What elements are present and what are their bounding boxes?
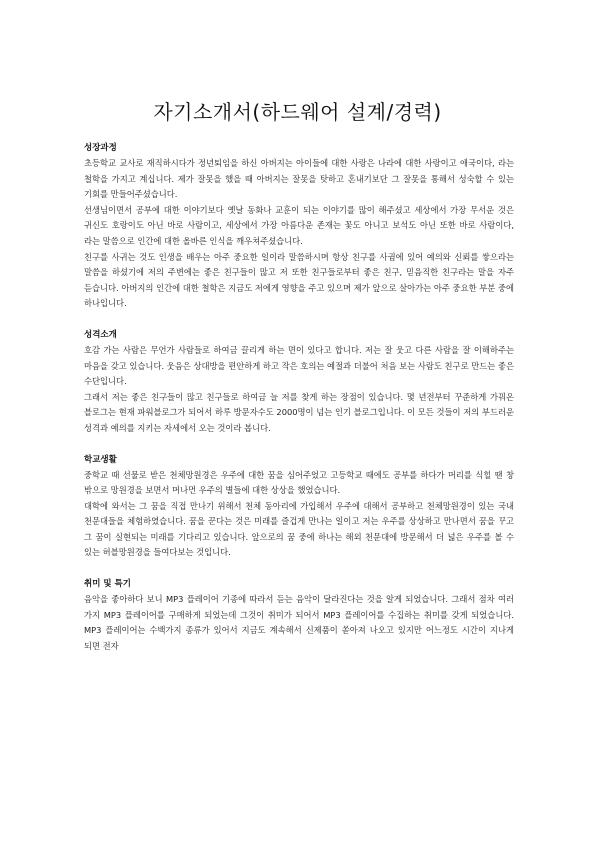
paragraph: 선생님이면서 공부에 대한 이야기보다 옛날 동화나 교훈이 되는 이야기를 많이 해주셨고 세상에서 가장 무서운 것은 귀신도 호랑이도 아닌 바로 사람이고, 세상에서 가장 아름다운 존재는 꽃도 아니고 보석도 아닌 또한 바로 사람이다, 라는 말씀으로 인간에 대한 올바른 인식을 깨우쳐주셨습니다. bbox=[84, 204, 514, 246]
document-body bbox=[84, 140, 514, 669]
section-heading: 성장과정 bbox=[84, 143, 117, 153]
paragraph: 음악을 좋아하다 보니 MP3 플레이어 기종에 따라서 듣는 음악이 달라진다는 것을 알게 되었습니다. 그래서 점차 여러 가지 MP3 플레이어를 구매하게 되었는데 그것이 취미가 되어서 MP3 플레이어를 수집하는 취미를 갖게 되었습니다. MP3 플레이어는 수백가지 종류가 있어서 지금도 계속해서 신제품이 쏟아져 나오고 있지만 어느정도 시간이 지나게 되면 전자 bbox=[84, 594, 514, 651]
section-heading: 학교생활 bbox=[84, 454, 117, 465]
section-personality bbox=[84, 327, 514, 437]
paragraph: 대학에 와서는 그 꿈을 직접 만나기 위해서 천체 동아리에 가입해서 우주에 대해서 공부하고 천체망원경이 있는 국내 천문대들을 체험하였습니다. 꿈을 꾼다는 것은 미래를 즐겁게 만나는 일이고 저는 우주를 상상하고 만나면서 꿈을 꾸고 그 꿈이 실현되는 미래를 기다리고 있습니다. 앞으로의 꿈 중에 하나는 해외 천문대에 방문해서 더 넓은 우주를 볼 수 있는 허블망원경을 들여다보는 것입니다. bbox=[84, 500, 514, 558]
section-growth bbox=[84, 140, 514, 312]
paragraph: 호감 가는 사람은 무언가 사람들로 하여금 끌리게 하는 면이 있다고 합니다. 저는 잘 웃고 다른 사람을 잘 이해하주는 마음을 갖고 있습니다. 웃음은 상대방을 편안하게 하고 작은 호의는 예절과 더불어 처음 보는 사람도 친구로 만드는 좋은 수단입니다. bbox=[84, 344, 514, 387]
paragraph: 초등학교 교사로 재직하시다가 정년퇴임을 하신 아버지는 아이들에 대한 사랑은 나라에 대한 사랑이고 애국이다, 라는 철학을 가지고 계십니다. 제가 잘못을 했을 때 아버지는 잘못을 탓하고 혼내기보단 그 잘못을 통해서 성숙할 수 있는 기회를 만들어주셨습니다. bbox=[84, 158, 514, 200]
section-heading: 취미 및 특기 bbox=[84, 579, 131, 590]
section-school-life bbox=[84, 452, 514, 562]
section-heading: 성격소개 bbox=[84, 329, 117, 340]
paragraph: 그래서 저는 좋은 친구들이 많고 친구들로 하여금 늘 저를 찾게 하는 장점이 있습니다. 몇 년전부터 꾸준하게 가꿔온 블로그는 현재 파워블로그가 되어서 하루 방문자수도 2000명이 넘는 인기 블로그입니다. 이 모든 것들이 저의 부드러운 성격과 예의를 지키는 자세에서 오는 것이라 봅니다. bbox=[84, 391, 514, 433]
paragraph: 친구를 사귀는 것도 인생을 배우는 아주 중요한 일이라 말씀하시며 항상 친구를 사귐에 있어 예의와 신뢰를 쌓으라는 말씀을 하셨기에 저의 주변에는 좋은 친구들이 많고 저 또한 친구들로부터 좋은 친구, 믿음직한 친구라는 말을 자주 듣습니다. 아버지의 인간에 대한 철학은 지금도 저에게 영향을 주고 있으며 제가 앞으로 살아가는 아주 중요한 부분 중에 하나입니다. bbox=[84, 251, 514, 309]
section-hobbies bbox=[84, 576, 514, 654]
paragraph: 중학교 때 선물로 받은 천체망원경은 우주에 대한 꿈을 심어주었고 고등학교 때에도 공부를 하다가 머리를 식힐 땐 창 밖으로 망원경을 보면서 머나먼 우주의 별들에 대한 상상을 했었습니다. bbox=[84, 469, 514, 496]
page-title: 자기소개서(하드웨어 설계/경력) bbox=[153, 100, 442, 124]
